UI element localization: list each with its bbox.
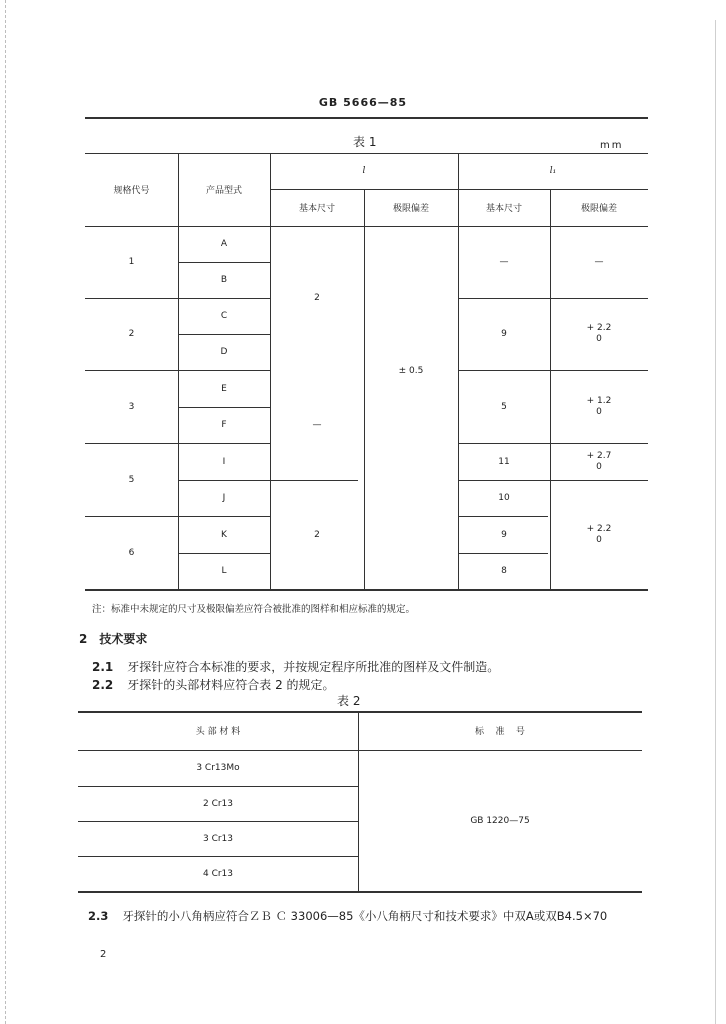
tolerance-upper: —	[594, 256, 604, 267]
material-cell: 3 Cr13	[202, 833, 234, 844]
l1-basic-size-cell: 5	[501, 401, 507, 412]
product-type-cell: J	[222, 493, 226, 503]
l1-tolerance-cell	[550, 226, 648, 298]
section-item-2-3	[88, 908, 607, 924]
l1-basic-size-cell: 9	[501, 529, 507, 540]
section-item-2-2	[92, 676, 335, 693]
item-text: 牙探针的小八角柄应符合ＺＢ Ｃ 33006—85《小八角柄尺寸和技术要求》中双A或双B4.5×70	[122, 909, 608, 923]
section2-title: 技术要求	[99, 632, 148, 646]
product-type-cell: F	[221, 420, 227, 430]
standard-code-header: GB 5666—85	[318, 96, 408, 109]
header-l-basic-size: 基本尺寸	[298, 204, 335, 214]
item-text: 牙探针应符合本标准的要求，并按规定程序所批准的图样及文件制造。	[127, 660, 500, 674]
tolerance-upper: + 2.2	[586, 523, 612, 534]
l1-basic-size-cell: 11	[498, 456, 510, 467]
spec-code-cell: 6	[128, 547, 135, 558]
table2-bottom-rule	[78, 891, 642, 893]
product-type-cell: I	[222, 456, 226, 467]
item-number: 2.1	[92, 660, 114, 674]
header-l1: l₁	[549, 166, 557, 176]
spec-code-cell: 5	[128, 474, 135, 485]
table1-note: 注：标准中未规定的尺寸及极限偏差应符合被批准的图样和相应标准的规定。	[92, 604, 416, 615]
header-spec-code: 规格代号	[113, 186, 150, 196]
header-l-tolerance: 极限偏差	[392, 204, 429, 214]
item-number: 2.2	[92, 678, 114, 692]
tolerance-upper: + 2.2	[586, 323, 612, 333]
header-standard-number: 标 准 号	[475, 727, 525, 737]
page-left-border	[5, 0, 6, 1024]
table1-top-rule	[85, 117, 648, 119]
product-type-cell: A	[220, 239, 228, 249]
spec-code-cell: 1	[128, 257, 135, 267]
l-tolerance-cell: ± 0.5	[398, 366, 424, 376]
section2-heading	[79, 630, 147, 647]
l1-basic-size-cell: 9	[501, 329, 507, 339]
product-type-cell: E	[221, 383, 227, 394]
standard-number-cell: GB 1220—75	[470, 815, 530, 826]
tolerance-lower: 0	[596, 534, 602, 545]
l-basic-size-cell: —	[312, 420, 322, 430]
tolerance-upper: + 1.2	[586, 395, 612, 406]
material-cell: 2 Cr13	[202, 798, 234, 809]
material-cell: 4 Cr13	[202, 868, 234, 879]
tolerance-lower: 0	[596, 461, 602, 472]
l-basic-size-cell: 2	[314, 529, 320, 540]
l1-tolerance-cell	[550, 370, 648, 443]
product-type-cell: B	[220, 275, 228, 285]
header-product-type: 产品型式	[205, 186, 242, 196]
l1-tolerance-cell	[550, 480, 648, 589]
l1-basic-size-cell: —	[499, 257, 509, 267]
product-type-cell: K	[221, 529, 227, 540]
item-number: 2.3	[88, 909, 109, 923]
l1-basic-size-cell: 8	[501, 566, 507, 576]
table1-caption: 表 1	[353, 135, 377, 149]
product-type-cell: L	[221, 566, 227, 576]
product-type-cell: D	[220, 347, 228, 357]
section2-number: 2	[79, 632, 88, 646]
table1-bottom-rule	[85, 589, 648, 591]
tolerance-upper: + 2.7	[586, 450, 612, 461]
l1-basic-size-cell: 10	[498, 493, 510, 503]
header-l1-tolerance: 极限偏差	[580, 204, 617, 214]
item-text: 牙探针的头部材料应符合表 2 的规定。	[127, 678, 335, 692]
product-type-cell: C	[220, 311, 228, 321]
tolerance-lower: 0	[596, 406, 602, 417]
spec-code-cell: 3	[128, 401, 135, 412]
l-basic-size-cell: 2	[314, 293, 320, 303]
tolerance-lower: 0	[596, 334, 602, 344]
spec-code-cell: 2	[128, 329, 135, 339]
header-head-material: 头 部 材 料	[195, 727, 241, 737]
header-l: l	[362, 166, 366, 176]
page-right-border	[715, 20, 716, 1024]
material-cell: 3 Cr13Mo	[196, 763, 240, 773]
table2-caption: 表 2	[337, 694, 361, 708]
l1-tolerance-cell	[550, 443, 648, 480]
l1-tolerance-cell	[550, 298, 648, 370]
table1-unit: mm	[600, 140, 624, 151]
header-l1-basic-size: 基本尺寸	[485, 204, 522, 214]
page-number: 2	[100, 949, 107, 960]
section-item-2-1	[92, 658, 499, 675]
